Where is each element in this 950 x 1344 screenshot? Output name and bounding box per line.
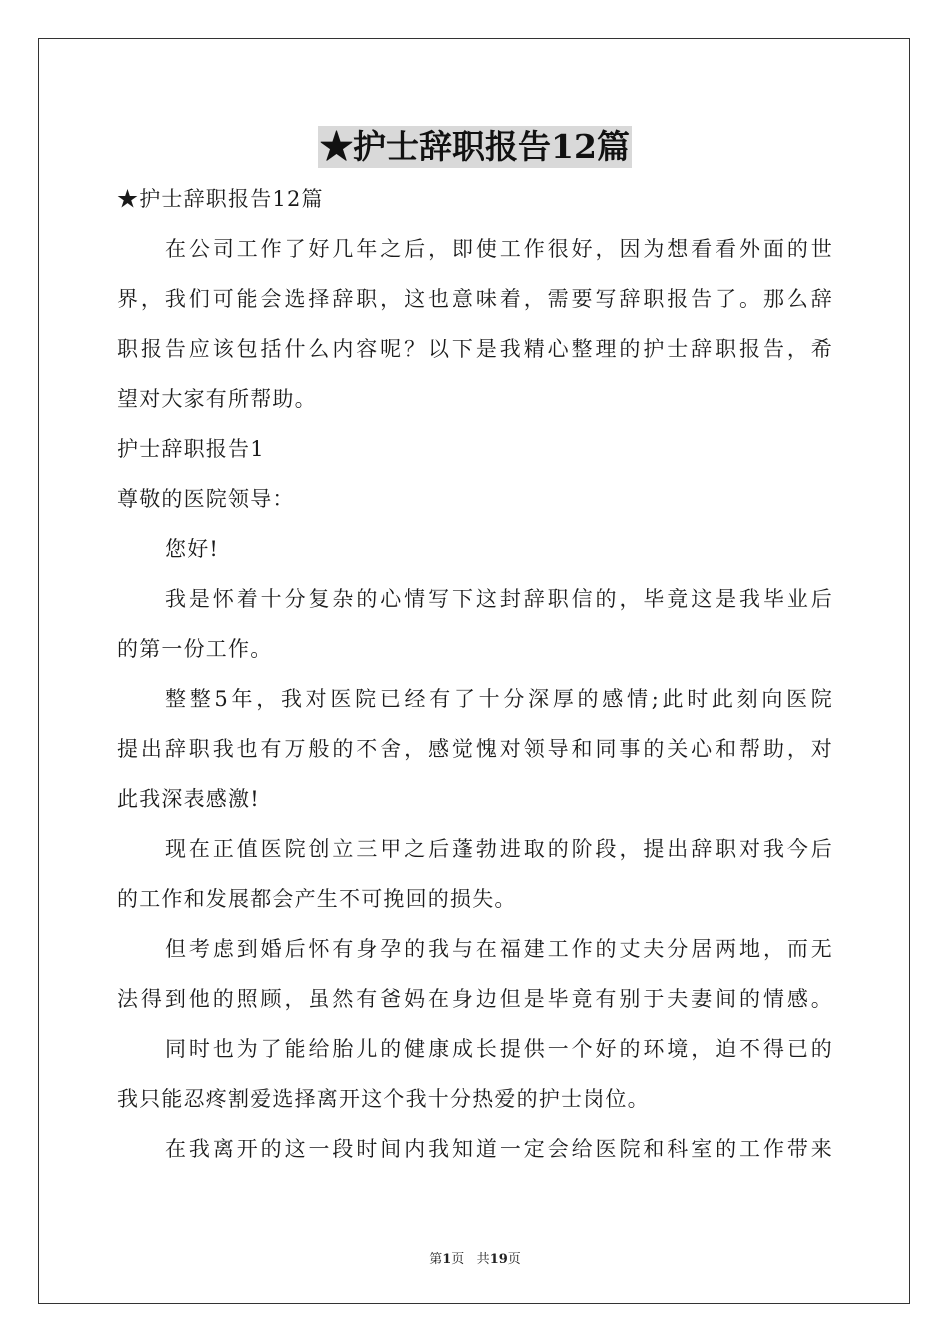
body-line-1: 在公司工作了好几年之后，即使工作很好，因为想看看外面的世: [165, 237, 833, 261]
body-line-12: 此我深表感激!: [117, 787, 260, 811]
footer-page-prefix: 第: [429, 1252, 443, 1267]
footer-total-pages: 19: [489, 1252, 508, 1267]
body-line-14: 的工作和发展都会产生不可挽回的损失。: [117, 887, 517, 911]
title-wrap: [0, 126, 950, 168]
body-line-3: 职报告应该包括什么内容呢？以下是我精心整理的护士辞职报告，希: [117, 337, 833, 361]
footer-total-prefix: 共: [476, 1252, 490, 1267]
body-line-0: ★护士辞职报告12篇: [117, 187, 324, 211]
document-title: ★护士辞职报告12篇: [320, 127, 630, 166]
document-body: [117, 174, 833, 1174]
footer-page-number: 1: [442, 1252, 452, 1267]
footer-total-suffix: 页: [507, 1252, 521, 1267]
body-line-19: 在我离开的这一段时间内我知道一定会给医院和科室的工作带来: [165, 1137, 833, 1161]
greeting: 您好!: [165, 537, 220, 561]
body-line-18: 我只能忍疼割爱选择离开这个我十分热爱的护士岗位。: [117, 1087, 650, 1111]
body-line-4: 望对大家有所帮助。: [117, 387, 317, 411]
salutation: 尊敬的医院领导：: [117, 487, 295, 511]
body-line-8: 我是怀着十分复杂的心情写下这封辞职信的，毕竟这是我毕业后: [165, 587, 833, 611]
body-line-9: 的第一份工作。: [117, 637, 273, 661]
body-line-2: 界，我们可能会选择辞职，这也意味着，需要写辞职报告了。那么辞: [117, 287, 833, 311]
body-line-10: 整整5年，我对医院已经有了十分深厚的感情;此时此刻向医院: [165, 687, 833, 711]
body-line-17: 同时也为了能给胎儿的健康成长提供一个好的环境，迫不得已的: [165, 1037, 833, 1061]
page-footer: [0, 1248, 950, 1267]
body-line-16: 法得到他的照顾，虽然有爸妈在身边但是毕竟有别于夫妻间的情感。: [117, 987, 833, 1011]
body-line-15: 但考虑到婚后怀有身孕的我与在福建工作的丈夫分居两地，而无: [165, 937, 833, 961]
body-line-13: 现在正值医院创立三甲之后蓬勃进取的阶段，提出辞职对我今后: [165, 837, 833, 861]
footer-page-suffix: 页: [451, 1252, 465, 1267]
body-line-11: 提出辞职我也有万般的不舍，感觉愧对领导和同事的关心和帮助，对: [117, 737, 833, 761]
section-heading: 护士辞职报告1: [117, 437, 265, 461]
